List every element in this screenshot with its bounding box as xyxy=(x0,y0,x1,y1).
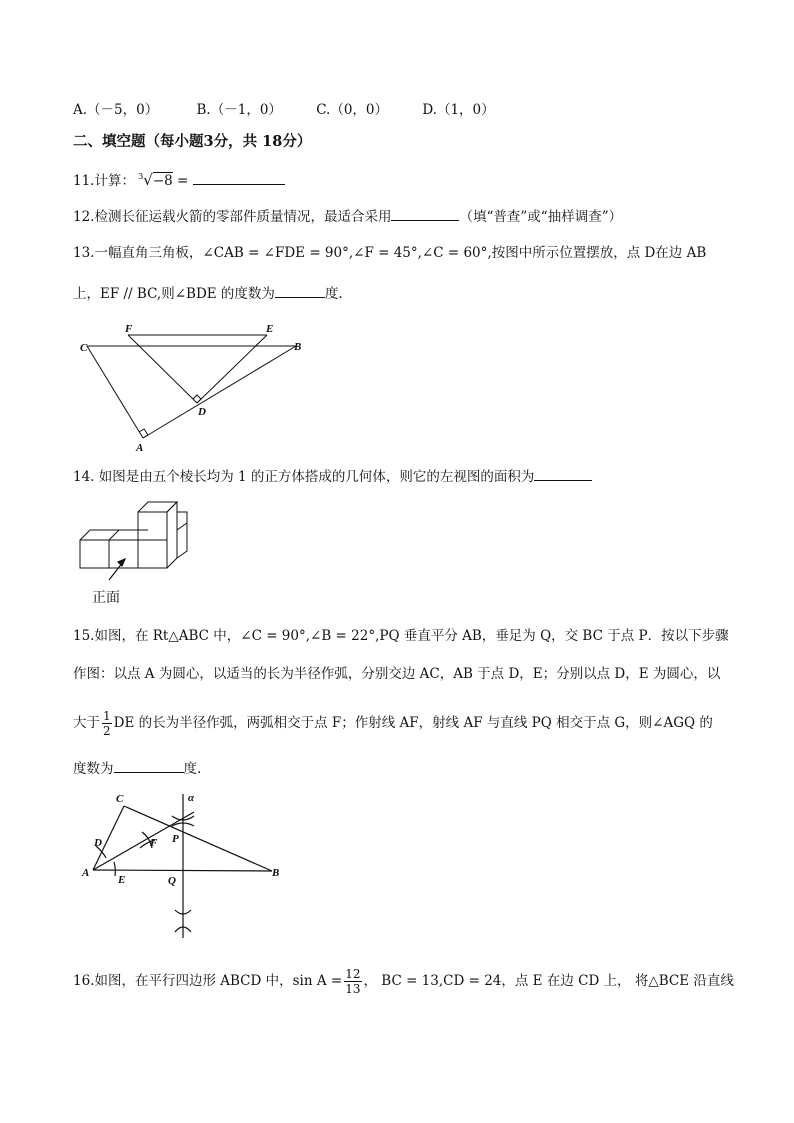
option-b: B.（－1，0） xyxy=(196,102,282,118)
q16-text-after: ， BC = 13,CD = 24，点 E 在边 CD 上， 将△BCE 沿直线 xyxy=(363,973,734,989)
label-p: P xyxy=(172,833,179,845)
segment-fd xyxy=(128,335,197,403)
q15-line3-before: 大于 xyxy=(73,715,100,731)
cube-front-1 xyxy=(80,540,109,568)
label-e: E xyxy=(118,874,126,886)
q14-answer-blank[interactable] xyxy=(534,466,592,481)
question-15-line1: 15.如图，在 Rt△ABC 中，∠C = 90°,∠B = 22°,PQ 垂直平分 AB，垂足为 Q，交 BC 于点 P．按以下步骤 xyxy=(73,628,729,644)
label-b: B xyxy=(294,341,302,353)
cube-front-3 xyxy=(138,540,167,568)
q14-text: 14. 如图是由五个棱长均为 1 的正方体搭成的几何体，则它的左视图的面积为 xyxy=(73,469,535,485)
q16-frac-num: 12 xyxy=(345,967,361,981)
q15-answer-blank[interactable] xyxy=(114,758,184,773)
q13-text-after: 度. xyxy=(324,286,343,302)
q14-figure xyxy=(76,496,206,606)
ray-af xyxy=(93,812,194,870)
q12-text-before: 12.检测长征运载火箭的零部件质量情况，最适合采用 xyxy=(73,209,392,225)
q13-text-before: 上，EF // BC,则∠BDE 的度数为 xyxy=(73,286,275,302)
right-angle-d xyxy=(193,395,201,403)
segment-ed xyxy=(197,335,267,403)
cube-top-front xyxy=(138,512,167,540)
label-d: D xyxy=(94,837,102,849)
q16-fraction xyxy=(344,967,361,996)
top-cube-top xyxy=(138,502,177,512)
q12-answer-blank[interactable] xyxy=(391,206,459,221)
front-arrow-head xyxy=(118,559,125,566)
question-12 xyxy=(73,206,622,227)
question-16 xyxy=(73,966,734,996)
option-d: D.（1，0） xyxy=(422,102,495,118)
q11-answer-blank[interactable] xyxy=(193,170,285,185)
q16-frac-den: 13 xyxy=(345,982,361,996)
q15-figure xyxy=(80,792,290,942)
arc-e xyxy=(114,862,115,876)
q15-line4-after: 度. xyxy=(183,761,202,777)
q13-answer-blank[interactable] xyxy=(275,283,325,298)
label-a: A xyxy=(136,442,144,454)
q11-prefix: 11.计算： xyxy=(73,173,135,189)
segment-ca xyxy=(87,346,143,438)
q15-fraction xyxy=(102,709,112,738)
label-f: F xyxy=(125,323,133,335)
label-c: C xyxy=(116,793,124,805)
label-a: A xyxy=(82,867,90,879)
q11-radicand: −8 xyxy=(152,173,173,189)
q11-equals: = xyxy=(177,173,189,189)
q15-frac-num: 1 xyxy=(103,709,111,723)
label-c: C xyxy=(80,342,88,354)
question-15-line2: 作图：以点 A 为圆心，以适当的长为半径作弧，分别交边 AC，AB 于点 D，E；分别以点 D，E 为圆心，以 xyxy=(73,666,721,682)
label-f: F xyxy=(150,837,158,849)
question-13-line1: 13.一幅直角三角板，∠CAB = ∠FDE = 90°,∠F = 45°,∠C = 60°,按图中所示位置摆放，点 D在边 AB xyxy=(73,245,707,261)
q11-root-index: 3 xyxy=(138,172,144,181)
back-cube xyxy=(177,512,187,558)
q12-text-after: （填“普查”或“抽样调查”） xyxy=(459,209,623,225)
q16-text-before: 16.如图，在平行四边形 ABCD 中，sin A = xyxy=(73,973,343,989)
q15-frac-den: 2 xyxy=(103,724,111,738)
question-13-line2 xyxy=(73,283,343,304)
label-alpha: α xyxy=(188,792,195,804)
label-d: D xyxy=(198,406,206,418)
q15-line4-before: 度数为 xyxy=(73,761,114,777)
section-heading: 二、填空题（每小题3分，共 18分） xyxy=(73,133,312,150)
question-11: 11.计算： 3 √−8 = xyxy=(73,170,285,191)
label-b: B xyxy=(272,867,280,879)
q15-line3-after: DE 的长为半径作弧，两弧相交于点 F；作射线 AF，射线 AF 与直线 PQ 相交于点 G，则∠AGQ 的 xyxy=(113,715,713,731)
q13-figure xyxy=(78,322,318,452)
option-a: A.（－5，0） xyxy=(73,102,159,118)
segment-ab xyxy=(143,346,296,438)
label-q: Q xyxy=(168,875,176,887)
option-c: C.（0，0） xyxy=(316,102,389,118)
label-e: E xyxy=(266,323,274,335)
question-15-line3 xyxy=(73,708,713,738)
front-label: 正面 xyxy=(92,590,120,606)
question-14 xyxy=(73,466,592,487)
answer-options xyxy=(73,100,495,120)
segment-cb xyxy=(124,806,272,871)
question-15-line4 xyxy=(73,758,201,779)
right-side xyxy=(167,502,177,568)
